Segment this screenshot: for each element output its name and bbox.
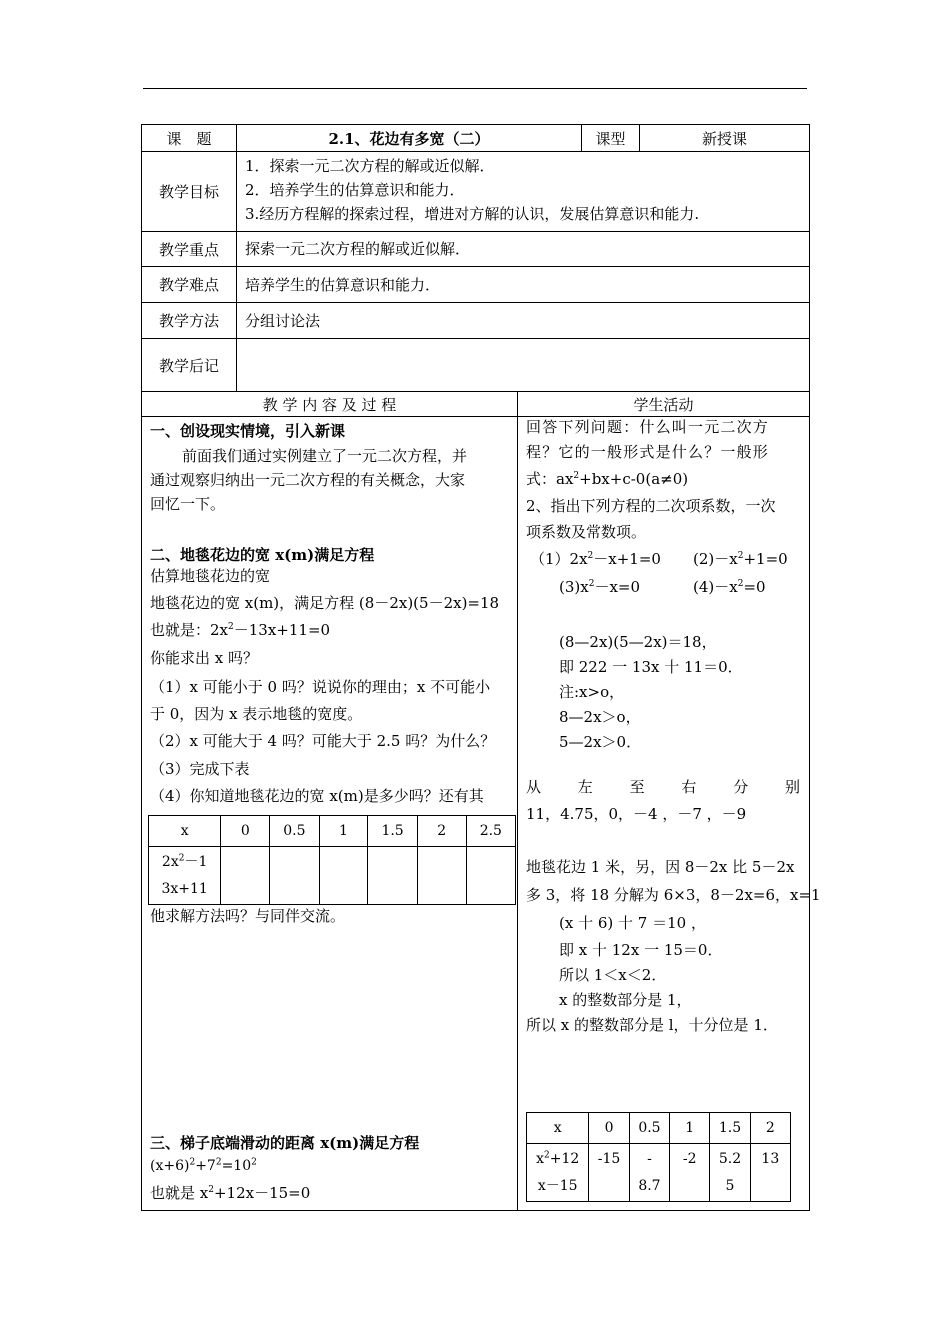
- goals-content: [237, 152, 809, 232]
- label-part: +12: [549, 1151, 580, 1167]
- spread-char: 左: [577, 778, 593, 796]
- eq-part: －x=0: [594, 578, 641, 596]
- cell-value: -15: [597, 1151, 621, 1167]
- paragraph: 回忆一下。: [150, 495, 226, 513]
- eq-part: （1）2x: [530, 550, 588, 568]
- eq-part: －13x+11=0: [233, 621, 331, 639]
- value-table-1: [148, 815, 516, 905]
- cell-value: -2: [682, 1151, 697, 1167]
- table-row-label: $2x^2-1$ 3x+11: [149, 847, 221, 905]
- goals-label: 教学目标: [142, 152, 237, 232]
- eq-part: +1=0: [743, 550, 788, 568]
- spread-line: [526, 777, 800, 797]
- table-header-cell: 0: [589, 1113, 629, 1144]
- table-cell: [629, 1144, 669, 1202]
- difficult-text: 培养学生的估算意识和能力．: [245, 276, 441, 294]
- section-2-title: 二、地毯花边的宽 x(m)满足方程: [150, 546, 375, 564]
- table-cell[interactable]: [368, 847, 417, 905]
- table-cell: [589, 1144, 629, 1202]
- table-cell: [710, 1144, 750, 1202]
- equation-2: $(2)-x^2+1=0$: [693, 550, 788, 568]
- table-cell[interactable]: [417, 847, 466, 905]
- key-text: 探索一元二次方程的解或近似解．: [245, 240, 471, 258]
- table-header-cell: x: [149, 816, 221, 847]
- table-header-cell: 1.5: [368, 816, 417, 847]
- cell-value: 5: [725, 1178, 735, 1194]
- cell-value: 5.2: [718, 1151, 742, 1167]
- key-label: 教学重点: [142, 232, 237, 267]
- method-text: 分组讨论法: [245, 312, 321, 330]
- eq-part: (2)－x: [693, 550, 738, 568]
- table-header-cell: x: [527, 1113, 589, 1144]
- equation-3: $(3)x^2-x=0$: [559, 578, 641, 596]
- spread-char: 至: [629, 778, 645, 796]
- column-divider: [142, 417, 518, 1210]
- table-header-cell: 0.5: [629, 1113, 669, 1144]
- key-content: [237, 232, 809, 267]
- question-1-cont: 于 0，因为 x 表示地毯的宽度。: [150, 705, 363, 723]
- type-label: 课型: [582, 125, 640, 152]
- student-text: (x 十 6) 十 7 ＝10 ，: [559, 914, 706, 932]
- question-1: （1）x 可能小于 0 吗？说说你的理由；x 不可能小: [150, 678, 491, 696]
- cell-value: 8.7: [638, 1178, 661, 1194]
- method-label: 教学方法: [142, 303, 237, 339]
- label-part: x－15: [537, 1178, 578, 1194]
- work-line: 即 222 一 13x 十 11＝0．: [559, 658, 743, 676]
- text-line: 你能求出 x 吗？: [150, 649, 258, 667]
- table-header-cell: 2: [750, 1113, 790, 1144]
- table-cell: [670, 1144, 710, 1202]
- difficult-content: [237, 267, 809, 303]
- eq-part: 也就是：2x: [150, 621, 229, 639]
- method-content: [237, 303, 809, 339]
- student-text: 项系数及常数项。: [526, 523, 647, 541]
- work-line: 8—2x＞o，: [559, 708, 641, 726]
- eq-part: (3)x: [559, 578, 589, 596]
- label-part: 2x: [161, 854, 179, 870]
- table-header-cell: 0.5: [270, 816, 319, 847]
- label-part: x: [536, 1151, 544, 1167]
- lesson-info-table: [141, 124, 810, 392]
- eq-part: =0: [743, 578, 766, 596]
- table-cell[interactable]: [221, 847, 270, 905]
- topic-label: 课 题: [142, 125, 237, 152]
- eq-part: +bx+c-0(a≠0): [579, 470, 689, 488]
- equation-4: $(4)-x^2=0$: [693, 578, 766, 596]
- notes-content: [237, 339, 809, 391]
- table-header-cell: 2.5: [466, 816, 515, 847]
- student-text: 回答下列问题：什么叫一元二次方: [526, 418, 770, 436]
- question-3: （3）完成下表: [150, 760, 250, 778]
- spread-char: 右: [681, 778, 697, 796]
- student-text: 地毯花边 1 米，另，因 8－2x 比 5－2x: [526, 858, 795, 876]
- topic-title: 2.1、花边有多宽（二）: [237, 125, 582, 152]
- student-header: 学生活动: [518, 392, 809, 417]
- table-cell: [750, 1144, 790, 1202]
- goal-item: 3.经历方程解的探索过程，增进对方解的认识，发展估算意识和能力.: [245, 205, 700, 223]
- student-text: 多 3，将 18 分解为 6×3，8－2x=6，x=1: [526, 886, 821, 904]
- student-text: 程？它的一般形式是什么？一般形: [526, 443, 770, 461]
- text-line: 地毯花边的宽 x(m)，满足方程 (8－2x)(5－2x)=18: [150, 594, 500, 612]
- values-line: 11，4.75，0，－4 ，－7 ，－9: [526, 805, 747, 823]
- top-rule: [143, 88, 807, 89]
- table-header-cell: 2: [417, 816, 466, 847]
- student-text: 所以 x 的整数部分是 l，十分位是 1．: [526, 1016, 778, 1034]
- table-header-cell: 1: [319, 816, 368, 847]
- goal-item: 2．培养学生的估算意识和能力．: [245, 181, 465, 199]
- paragraph: 前面我们通过实例建立了一元二次方程，并: [182, 447, 468, 465]
- text-line: 他求解方法吗？与同伴交流。: [150, 907, 346, 925]
- student-text: 2、指出下列方程的二次项系数，一次: [526, 497, 776, 515]
- work-line: 注:x>o，: [559, 683, 625, 701]
- question-4: （4）你知道地毯花边的宽 x(m)是多少吗？还有其: [150, 787, 484, 805]
- work-line: (8—2x)(5—2x)＝18，: [559, 633, 717, 651]
- equation-line: 也就是 $x^2+12x-15=0$: [150, 1184, 311, 1202]
- eq-part: (4)－x: [693, 578, 738, 596]
- spread-char: 分: [733, 778, 749, 796]
- content-header: 教 学 内 容 及 过 程: [142, 392, 518, 417]
- equation-line: $(x+6)^2+7^2=10^2$: [150, 1157, 257, 1174]
- difficult-label: 教学难点: [142, 267, 237, 303]
- equation-line: 也就是：$2x^2-13x+11=0$: [150, 621, 331, 639]
- eq-part: +7: [195, 1158, 216, 1174]
- table-header-cell: 1: [670, 1113, 710, 1144]
- section-1-title: 一、创设现实情境，引入新课: [150, 422, 346, 440]
- cell-value: -: [647, 1151, 652, 1167]
- value-table-2: [526, 1112, 791, 1202]
- work-line: 5—2x＞0．: [559, 733, 642, 751]
- table-row-label: $x^2+12$ x－15: [527, 1144, 589, 1202]
- label-part: 3x+11: [161, 881, 208, 897]
- table-cell[interactable]: [270, 847, 319, 905]
- table-cell[interactable]: [319, 847, 368, 905]
- student-text: x 的整数部分是 1，: [559, 991, 692, 1009]
- goal-item: 1．探索一元二次方程的解或近似解．: [245, 157, 495, 175]
- student-text: 所以 1＜x＜2．: [559, 966, 667, 984]
- eq-part: (x+6): [150, 1158, 190, 1174]
- equation-1: $(1)2x^2-x+1=0$: [530, 550, 661, 568]
- student-text: 式：$ax^2+bx+c-0(a\ne 0)$: [526, 470, 689, 488]
- text-line: 估算地毯花边的宽: [150, 567, 271, 585]
- eq-part: 式：ax: [526, 470, 574, 488]
- paragraph: 通过观察归纳出一元二次方程的有关概念，大家: [150, 471, 466, 489]
- notes-label: 教学后记: [142, 339, 237, 391]
- label-part: －1: [184, 854, 208, 870]
- spread-char: 别: [784, 778, 800, 796]
- table-header-cell: 0: [221, 816, 270, 847]
- type-value: 新授课: [640, 125, 809, 152]
- eq-part: =10: [221, 1158, 252, 1174]
- table-cell[interactable]: [466, 847, 515, 905]
- eq-part: +12x－15=0: [213, 1184, 311, 1202]
- question-2: （2）x 可能大于 4 吗？可能大于 2.5 吗？为什么？: [150, 732, 496, 750]
- spread-char: 从: [526, 778, 542, 796]
- eq-part: 也就是 x: [150, 1184, 209, 1202]
- section-3-title: 三、梯子底端滑动的距离 x(m)满足方程: [150, 1134, 420, 1152]
- student-text: 即 x 十 12x 一 15＝0．: [559, 941, 723, 959]
- eq-part: －x+1=0: [593, 550, 661, 568]
- cell-value: 13: [761, 1151, 780, 1167]
- table-header-cell: 1.5: [710, 1113, 750, 1144]
